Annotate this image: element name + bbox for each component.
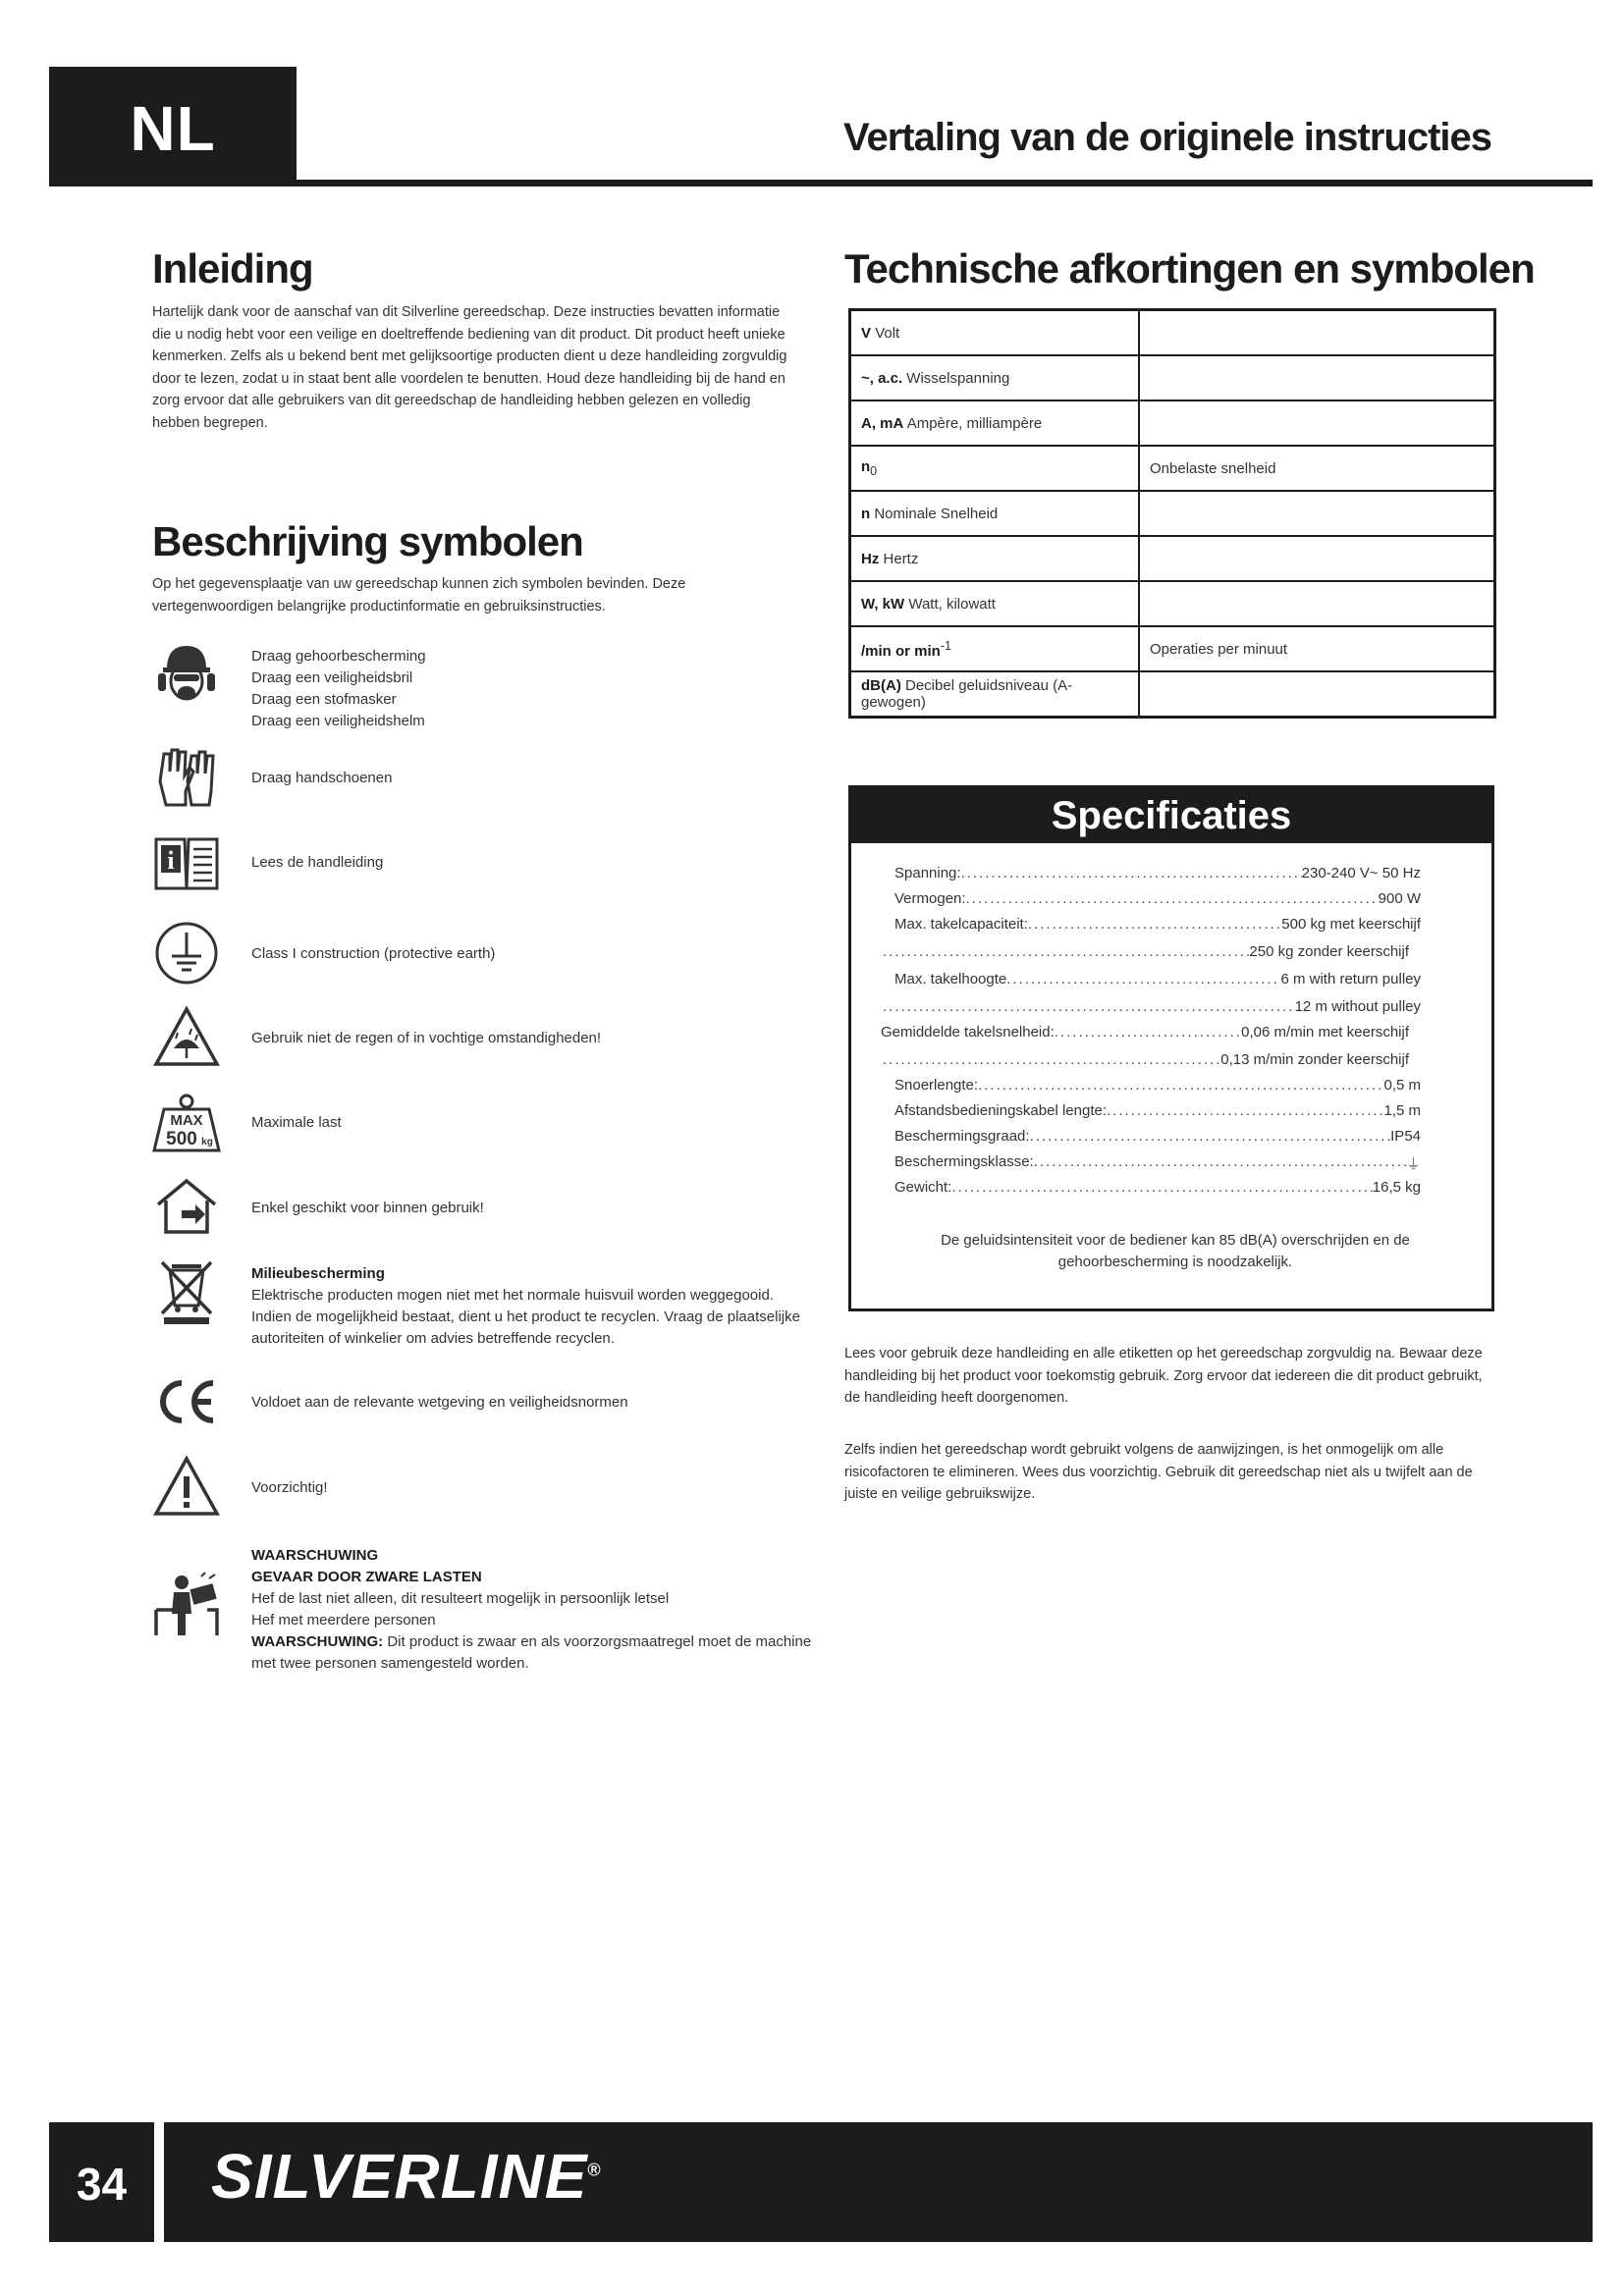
max-load-icon	[152, 1088, 221, 1156]
spec-row: Afstandsbedieningskabel lengte: ..... 1,5 m	[894, 1102, 1421, 1119]
table-row: n Nominale Snelheid	[850, 491, 1495, 536]
spec-row: Beschermingsklasse: ..... ⏚	[894, 1153, 1421, 1174]
table-row: $n_0$ Onbelaste snelheid	[850, 446, 1495, 491]
symbol-desc-ppe: Draag gehoorbescherming Draag een veiligheidsbril Draag een stofmasker Draag een veiligheidshelm	[251, 648, 426, 729]
weee-icon	[152, 1256, 221, 1325]
abbreviations-heading: Technische afkortingen en symbolen	[844, 245, 1535, 292]
spec-row: Spanning: ..... 230-240 V~ 50 Hz	[894, 865, 1421, 881]
symbol-desc-gloves: Draag handschoenen	[251, 770, 393, 786]
protective-earth-icon	[152, 919, 221, 988]
intro-text: Hartelijk dank voor de aanschaf van dit Silverline gereedschap. Deze instructies bevatten informatie die u nodig hebt voor een veilige en doeltreffende bediening van dit product. Dit product heeft unieke kenmerken. Zelfs als u bekend bent met gelijksoortige producten dient u deze handleiding zorgvuldig door te lezen, zodat u in staat bent alle voordelen te benutten. Houd deze handleiding bij de hand en zorg ervoor dat alle gebruikers van dit gereedschap de handleiding hebben gelezen en volledig hebben begrepen.	[152, 304, 787, 431]
symbol-desc-ce: Voldoet aan de relevante wetgeving en veiligheidsnormen	[251, 1394, 628, 1411]
symbol-desc-heavy: WAARSCHUWING GEVAAR DOOR ZWARE LASTEN Hef de last niet alleen, dit resulteert mogelijk in persoonlijk letsel Hef met meerdere personen WAARSCHUWING: Dit product is zwaar en als voorzorgsmaatregel moet de machine met twee personen samengesteld worden.	[251, 1547, 812, 1672]
symbol-desc-rain: Gebruik niet de regen of in vochtige omstandigheden!	[251, 1030, 602, 1046]
page-number: 34	[76, 2159, 128, 2210]
symbol-desc-manual: Lees de handleiding	[251, 854, 384, 871]
specifications-heading: Specificaties	[851, 788, 1491, 843]
table-row: ~, a.c. Wisselspanning	[850, 355, 1495, 400]
right-paragraph-1: Lees voor gebruik deze handleiding en alle etiketten op het gereedschap zorgvuldig na. Bewaar deze handleiding bij het product voor toekomstig gebruik. Zorg ervoor dat iedereen die dit product gebruikt, de handleiding heeft doorgenomen.	[844, 1346, 1483, 1406]
spec-row: ..... 0,13 m/min zonder keerschijf	[883, 1051, 1409, 1068]
heavy-load-icon	[152, 1571, 221, 1639]
symbol-desc-indoor: Enkel geschikt voor binnen gebruik!	[251, 1200, 484, 1216]
header-rule	[297, 180, 1593, 187]
symbols-heading: Beschrijving symbolen	[152, 518, 583, 564]
right-paragraph-2: Zelfs indien het gereedschap wordt gebruikt volgens de aanwijzingen, is het onmogelijk om alle risicofactoren te elimineren. Wees dus voorzichtig. Gebruik dit gereedschap niet als u twijfelt aan de juiste en veilige gebruikswijze.	[844, 1442, 1473, 1502]
symbol-desc-caution: Voorzichtig!	[251, 1479, 328, 1496]
spec-row: ..... 250 kg zonder keerschijf	[883, 943, 1409, 960]
svg-text:500: 500	[166, 1129, 197, 1149]
abbreviations-table	[848, 308, 1496, 719]
table-row: Hz Hertz	[850, 536, 1495, 581]
spec-note: De geluidsintensiteit voor de bediener kan 85 dB(A) overschrijden en de gehoorbescherming is noodzakelijk.	[941, 1232, 1410, 1270]
table-row: A, mA Ampère, milliampère	[850, 400, 1495, 446]
language-code: NL	[130, 93, 216, 164]
read-manual-icon	[152, 828, 221, 896]
spec-row: Vermogen: ..... 900 W	[894, 890, 1421, 907]
page-title: Vertaling van de originele instructies	[843, 116, 1491, 159]
caution-icon	[152, 1453, 221, 1522]
gloves-icon	[152, 742, 221, 811]
table-row: dB(A) Decibel geluidsniveau (A-gewogen)	[850, 671, 1495, 718]
symbol-desc-earth: Class I construction (protective earth)	[251, 945, 496, 962]
symbol-desc-weee: Milieubescherming Elektrische producten mogen niet met het normale huisvuil worden weggegooid. Indien de mogelijkheid bestaat, dient u het product te recyclen. Vraag de plaatselijke autoriteiten of winkelier om advies betreffende recyclen.	[251, 1265, 800, 1347]
indoor-use-icon	[152, 1173, 221, 1242]
spec-row: Snoerlengte: ..... 0,5 m	[894, 1077, 1421, 1094]
specifications-box	[848, 785, 1494, 1311]
spec-row: Gemiddelde takelsnelheid: ..... 0,06 m/min met keerschijf	[881, 1024, 1409, 1041]
spec-row: Beschermingsgraad: ..... IP54	[894, 1128, 1421, 1145]
spec-row: Max. takelcapaciteit: ..... 500 kg met keerschijf	[894, 916, 1421, 933]
svg-text:MAX: MAX	[170, 1112, 203, 1129]
table-row: W, kW Watt, kilowatt	[850, 581, 1495, 626]
intro-heading: Inleiding	[152, 245, 313, 292]
rain-warning-icon	[152, 1003, 221, 1072]
table-row: V Volt	[850, 310, 1495, 356]
ce-mark-icon	[152, 1367, 221, 1436]
ppe-head-icon	[152, 640, 221, 709]
spec-row: Gewicht: ..... 16,5 kg	[894, 1179, 1421, 1196]
spec-row: Max. takelhoogte ..... 6 m with return pulley	[894, 971, 1421, 988]
footer-divider	[154, 2122, 164, 2242]
symbol-desc-maxload: Maximale last	[251, 1114, 342, 1131]
spec-row: ..... 12 m without pulley	[883, 998, 1421, 1015]
symbols-intro: Op het gegevensplaatje van uw gereedschap kunnen zich symbolen bevinden. Deze vertegenwoordigen belangrijke productinformatie en gebruiksinstructies.	[152, 576, 686, 614]
svg-text:kg: kg	[201, 1137, 213, 1148]
table-row: /min or $\min^{-1}$ Operaties per minuut	[850, 626, 1495, 671]
svg-text:i: i	[167, 846, 175, 875]
silverline-logo: SILVERLINE®	[211, 2141, 602, 2212]
